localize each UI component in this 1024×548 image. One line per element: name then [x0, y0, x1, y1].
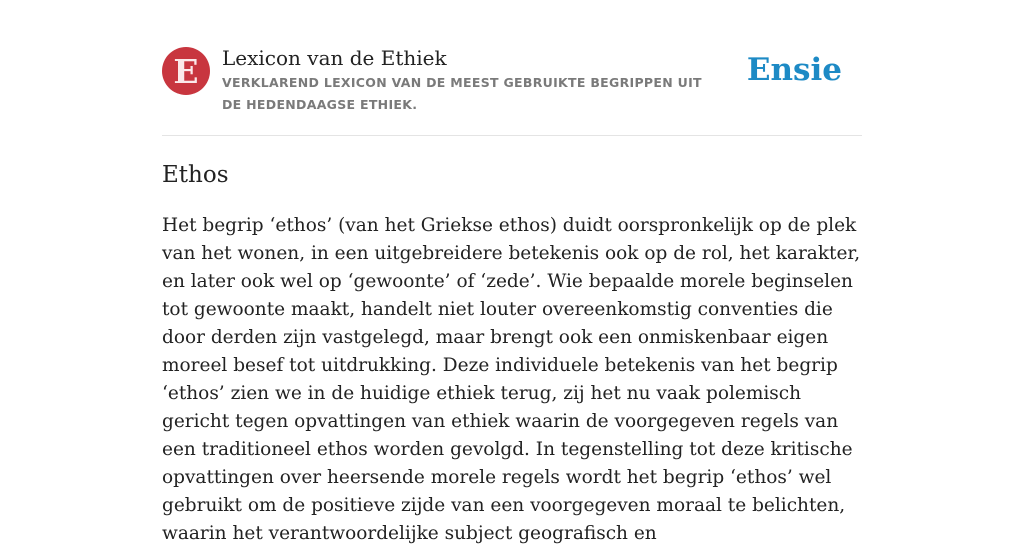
entry-title: Ethos: [162, 162, 229, 188]
entry-body: Het begrip ‘ethos’ (van het Griekse ethos) duidt oorspronkelijk op de plek van het wonen, in een uitgebreidere betekenis ook op de rol, het karakter, en later ook wel op ‘gewoonte’ of ‘zede’. Wie bepaalde morele beginselen tot gewoonte maakt, handelt niet louter overeenkomstig conventies die door derden zijn vastgelegd, maar brengt ook een onmiskenbaar eigen moreel besef tot uitdrukking. Deze individuele betekenis van het begrip ‘ethos’ zien we in de huidige ethiek terug, zij het nu vaak polemisch gericht tegen opvattingen van ethiek waarin de voorgegeven regels van een traditioneel ethos worden gevolgd. In tegenstelling tot deze kritische opvattingen over heersende morele regels wordt het begrip ‘ethos’ wel gebruikt om de positieve zijde van een voorgegeven moraal te belichten, waarin het verantwoordelijke subject geografisch en: [162, 215, 861, 544]
header-divider: [162, 135, 862, 136]
lexicon-logo[interactable]: [162, 47, 210, 95]
site-subtitle: VERKLAREND LEXICON VAN DE MEEST GEBRUIKTE BEGRIPPEN UIT DE HEDENDAAGSE ETHIEK.: [222, 75, 702, 112]
logo-letter: E: [173, 52, 199, 91]
site-header: [162, 46, 862, 116]
ensie-brand-logo[interactable]: Ensie: [746, 52, 842, 88]
site-title[interactable]: Lexicon van de Ethiek: [222, 46, 447, 70]
